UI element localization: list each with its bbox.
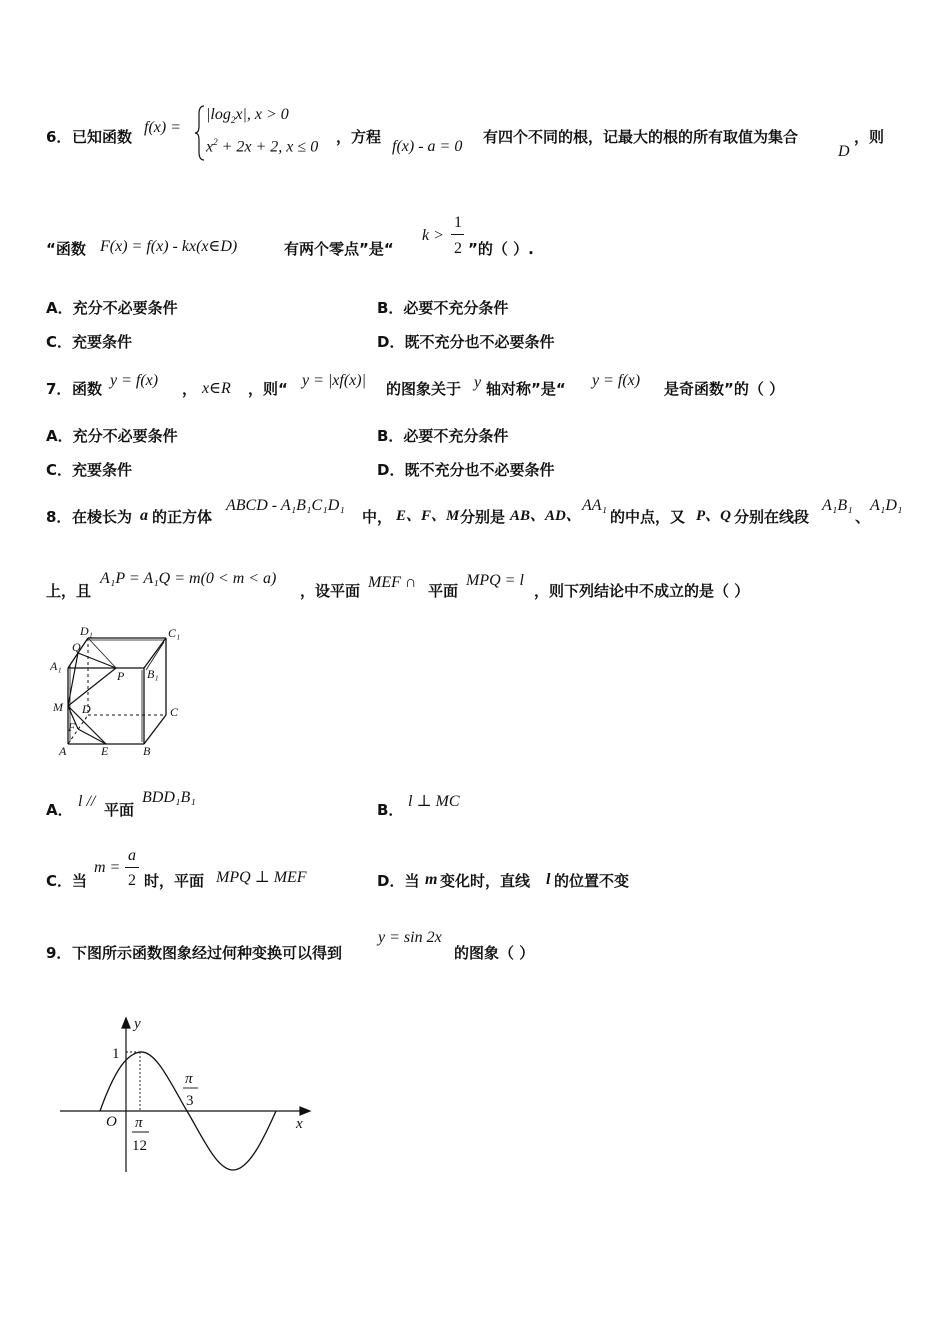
q6-line2-text-2: 有两个零点”是“	[284, 240, 394, 258]
q6-frac-numerator: 1	[454, 214, 462, 231]
q8-a: a	[140, 507, 148, 524]
q8-aa1: AA₁	[582, 497, 608, 514]
q8-cube-figure	[44, 622, 194, 762]
q6-text-2: ，方程	[336, 128, 382, 146]
q6-line2-text-1: “函数	[46, 240, 86, 258]
q7-option-c[interactable]: C．充要条件	[46, 461, 133, 479]
q8-sep: 、	[855, 508, 871, 526]
y-label: y	[134, 1016, 141, 1032]
y-axis-arrow	[122, 1018, 130, 1028]
q8-option-b-label[interactable]: B．	[377, 801, 404, 819]
q6-case-1: $|\log_2x|$, x > 0	[206, 106, 289, 126]
label-D: D	[82, 702, 91, 716]
q9-number: 9．	[46, 944, 72, 962]
q8-condition: A₁P = A₁Q = m(0 < m < a)	[100, 570, 277, 587]
q8-text-2: 的正方体	[152, 508, 213, 526]
q8-option-c-frac-n: a	[128, 847, 136, 864]
q7-text-2: ，	[182, 380, 198, 398]
label-A1: A₁	[50, 659, 62, 673]
q8-option-d-text-2: 的位置不变	[554, 872, 630, 890]
label-B: B	[143, 744, 151, 758]
q6-frac-denominator: 2	[454, 240, 462, 257]
q7-text-1: 函数	[72, 380, 103, 398]
q8-mef: MEF ∩	[368, 574, 417, 591]
pi-label-3: π	[185, 1071, 193, 1087]
q7-text-4: 的图象关于	[386, 380, 462, 398]
q6-line2-text-3: ”的（ ）.	[468, 240, 534, 258]
q8-line2-text-3: 平面	[428, 582, 459, 600]
q8-abad: AB、AD、	[510, 508, 581, 524]
q8-text-4: 分别是	[460, 508, 506, 526]
q8-a1d1: A₁D₁	[870, 497, 903, 514]
q7-math-5: y = f(x)	[592, 372, 641, 389]
q6-option-b[interactable]: B．必要不充分条件	[377, 299, 509, 317]
q8-option-d-text: 变化时，直线	[440, 872, 531, 890]
q7-math-2: x∈R	[202, 380, 231, 397]
q6-text-1: 已知函数	[72, 128, 133, 146]
label-E: E	[101, 744, 109, 758]
q9-math: y = sin 2x	[378, 929, 442, 946]
q8-cube: ABCD - A₁B₁C₁D₁	[226, 497, 345, 514]
q8-option-c-frac-bar	[125, 867, 139, 868]
q7-text-5: 轴对称”是“	[486, 380, 566, 398]
q8-line2-text-4: ，则下列结论中不成立的是（ ）	[534, 582, 750, 600]
q7-option-d[interactable]: D．既不充分也不必要条件	[377, 461, 555, 479]
q8-text-6: 分别在线段	[734, 508, 810, 526]
q8-number: 8．	[46, 508, 72, 526]
q8-efm: E、F、M	[396, 508, 460, 524]
q7-text-3: ，则“	[248, 380, 288, 398]
q8-option-d-m: m	[425, 871, 438, 888]
q7-number: 7．	[46, 380, 72, 398]
q9-text-2: 的图象（ ）	[454, 944, 535, 962]
q6-text-4: ，则	[854, 128, 885, 146]
label-P: P	[117, 669, 125, 683]
q6-frac-bar	[451, 234, 464, 235]
q6-number: 6．	[46, 128, 72, 146]
q8-option-c-label[interactable]: C．当	[46, 872, 88, 890]
q8-mpq: MPQ = l	[466, 572, 524, 589]
q6-case-2: $x^2 + 2x + 2$, x ≤ 0	[206, 137, 319, 156]
q6-option-d[interactable]: D．既不充分也不必要条件	[377, 333, 555, 351]
q6-option-a[interactable]: A．充分不必要条件	[46, 299, 178, 317]
q8-option-b-math: l ⊥ MC	[408, 793, 460, 810]
label-A: A	[59, 744, 67, 758]
q8-option-c-text: 时，平面	[144, 872, 205, 890]
q8-text-1: 在棱长为	[72, 508, 133, 526]
q8-text-5: 的中点，又	[610, 508, 686, 526]
q8-option-c-frac-d: 2	[128, 872, 136, 889]
q8-option-a-math: l //	[78, 793, 96, 810]
origin-label: O	[106, 1114, 117, 1130]
label-F: F	[68, 720, 76, 734]
label-D1: D₁	[80, 624, 93, 638]
q8-text-3: 中，	[362, 508, 393, 526]
q7-math-1: y = f(x)	[110, 372, 159, 389]
q6-option-c[interactable]: C．充要条件	[46, 333, 133, 351]
q6-text-3: 有四个不同的根，记最大的根的所有取值为集合	[483, 128, 799, 146]
q6-set-d: D	[838, 143, 850, 160]
q7-math-3: y = |xf(x)|	[302, 372, 366, 389]
q7-math-4: y	[474, 374, 482, 391]
q8-option-c-math: MPQ ⊥ MEF	[216, 869, 307, 886]
x-axis-arrow	[300, 1107, 310, 1115]
q7-text-6: 是奇函数”的（ ）	[664, 380, 785, 398]
q6-equation: f(x) - a = 0	[392, 138, 463, 155]
label-Q: Q	[72, 640, 81, 654]
q8-option-d-label[interactable]: D．当	[377, 872, 420, 890]
three-label: 3	[186, 1093, 194, 1109]
q6-F-function: F(x) = f(x) - kx(x∈D)	[100, 238, 238, 255]
q8-option-c-m: m =	[94, 859, 121, 876]
q8-line2-text-2: ，设平面	[300, 582, 361, 600]
q8-a1b1: A₁B₁	[822, 497, 853, 514]
q8-option-a-plane: BDD₁B₁	[142, 789, 196, 806]
q8-option-a-text: 平面	[104, 801, 135, 819]
label-C1: C₁	[168, 626, 181, 640]
q8-option-a-label[interactable]: A．	[46, 801, 73, 819]
q9-text-1: 下图所示函数图象经过何种变换可以得到	[72, 944, 343, 962]
q6-k-condition: k >	[422, 227, 444, 244]
q8-line2-text-1: 上，且	[46, 582, 92, 600]
q8-option-d-l: l	[546, 871, 551, 888]
q6-fx: f(x) =	[144, 119, 181, 136]
pi-label-12: π	[135, 1115, 143, 1131]
label-B1: B₁	[147, 667, 159, 681]
q8-pq: P、Q	[696, 508, 731, 524]
twelve-label: 12	[132, 1138, 147, 1154]
one-label: 1	[112, 1046, 120, 1062]
label-M: M	[53, 700, 63, 714]
q9-sine-graph	[56, 1012, 316, 1182]
x-label: x	[296, 1116, 303, 1132]
q6-piecewise-brace	[194, 104, 206, 162]
q7-option-b[interactable]: B．必要不充分条件	[377, 427, 509, 445]
q7-option-a[interactable]: A．充分不必要条件	[46, 427, 178, 445]
label-C: C	[170, 705, 179, 719]
